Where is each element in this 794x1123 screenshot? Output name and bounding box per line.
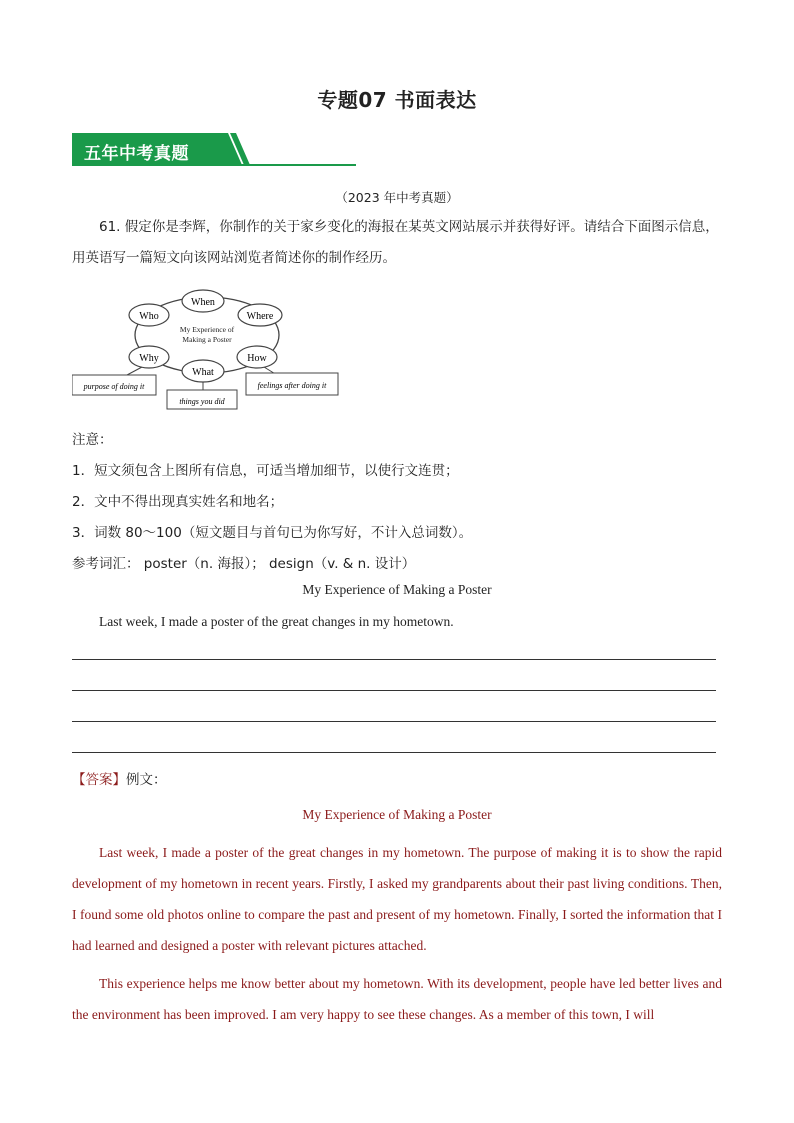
diagram-center-line1: My Experience of: [179, 325, 235, 334]
node-why: Why: [139, 353, 159, 364]
writing-line: [72, 659, 716, 660]
writing-line: [72, 690, 716, 691]
answer-paragraph-2: This experience helps me know better about my hometown. With its development, people have led better lives and the environment has been improved. I am very happy to see these changes. As a member of this town, I will: [72, 976, 722, 1022]
answer-bracket-label: 【答案】: [72, 772, 126, 788]
source-note: （2023 年中考真题）: [335, 190, 459, 205]
notes-heading: 注意：: [72, 432, 113, 448]
answer-paragraph-1: Last week, I made a poster of the great changes in my hometown. The purpose of making it is to show the rapid development of my hometown in recent years. Firstly, I asked my grandparents about their past living conditions. Then, I found some old photos online to compare the past and present of my hometown. Finally, I sorted the information that I had learned and designed a poster with relevant pictures attached.: [72, 845, 722, 953]
box-feelings: feelings after doing it: [257, 381, 327, 390]
node-when: When: [191, 297, 215, 308]
note-item: 3．词数 80～100（短文题目与首句已为你写好，不计入总词数）。: [72, 525, 473, 541]
note-item: 1．短文须包含上图所有信息，可适当增加细节，以使行文连贯；: [72, 463, 459, 479]
answer-label: [72, 768, 167, 788]
mind-map-diagram: [72, 280, 342, 410]
essay-first-sentence: Last week, I made a poster of the great changes in my hometown.: [99, 614, 454, 629]
writing-line: [72, 721, 716, 722]
box-purpose: purpose of doing it: [83, 382, 145, 391]
node-what: What: [192, 367, 214, 378]
box-things: things you did: [179, 397, 225, 406]
essay-title: My Experience of Making a Poster: [302, 582, 492, 597]
answer-title: My Experience of Making a Poster: [302, 807, 492, 822]
node-where: Where: [246, 311, 274, 322]
banner-label: 五年中考真题: [84, 144, 189, 164]
page-title: 专题07 书面表达: [317, 88, 477, 112]
vocab-note: 参考词汇： poster（n. 海报）； design（v. & n. 设计）: [72, 556, 416, 572]
node-how: How: [247, 353, 267, 364]
node-who: Who: [139, 311, 159, 322]
question-text: 61. 假定你是李辉，你制作的关于家乡变化的海报在某英文网站展示并获得好评。请结合下面图示信息，用英语写一篇短文向该网站浏览者简述你的制作经历。: [72, 219, 719, 266]
note-item: 2．文中不得出现真实姓名和地名；: [72, 494, 284, 510]
diagram-center-line2: Making a Poster: [182, 335, 232, 344]
writing-line: [72, 752, 716, 753]
answer-label-text: 例文：: [126, 772, 167, 788]
